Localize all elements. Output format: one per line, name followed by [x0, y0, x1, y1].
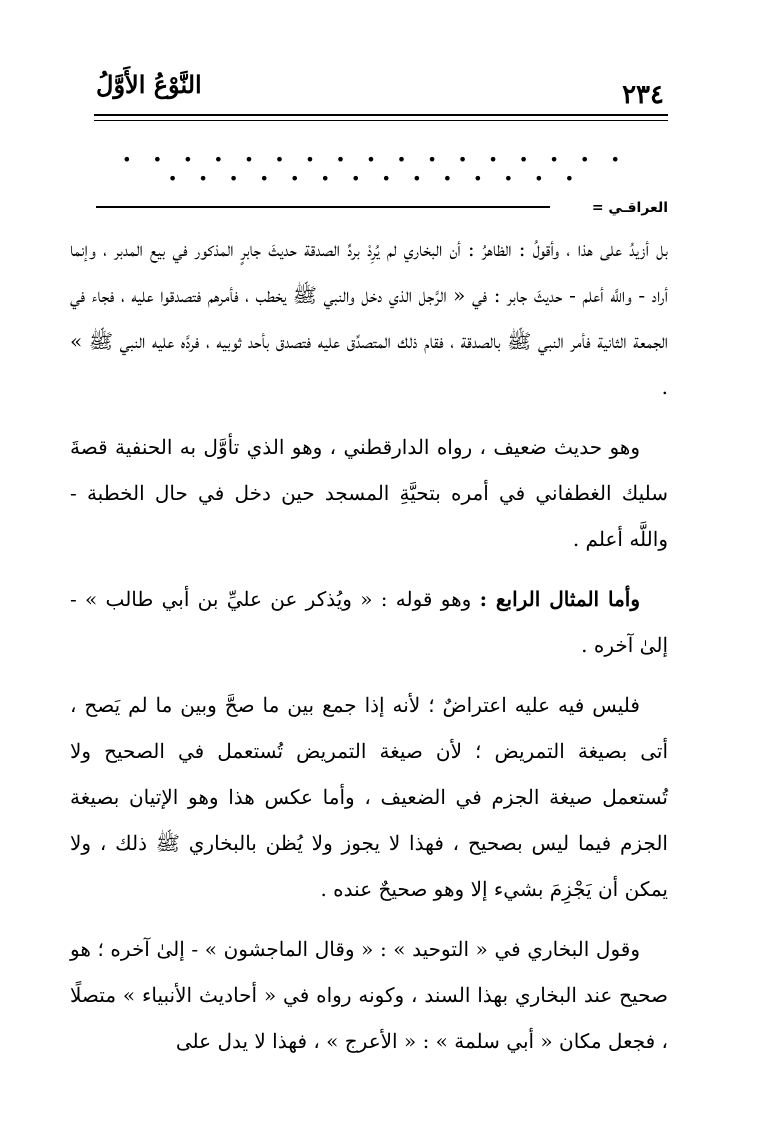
header-rule-thick: [94, 114, 668, 116]
paragraph-3-lead: وأما المثال الرابع :: [479, 587, 641, 611]
page-number: ٢٣٤: [622, 80, 664, 110]
paragraph-1: بل أزيدُ على هذا ، وأقولُ : الظاهرُ : أن البخاري لم يُرِدْ بردِّ الصدقة حديثَ جابرٍ المذكور في بيع المدبر ، وإنما أراد - واللَّه أعلم - حديثَ جابر : في « الرَّجل الذي دخل والنبي ﷺ يخطب ، فأمرهم فتصدقوا عليه ، فجاء في الجمعة الثانية فأمر النبي ﷺ بالصدقة ، فقام ذلك المتصدِّق عليه فتصدق بأحد ثوبيه ، فردَّه عليه النبي ﷺ » .: [70, 237, 669, 399]
running-title: النَّوْعُ الأَوَّلُ: [96, 70, 202, 99]
body-text: [70, 226, 668, 1078]
dotted-separator: • • • • • • • • • • • • • • • • • • • • • • • • • • • • • • •: [122, 150, 628, 188]
section-rule: [96, 206, 550, 208]
header-rule-thin: [94, 120, 668, 121]
paragraph-4: فليس فيه عليه اعتراضٌ ؛ لأنه إذا جمع بين ما صحَّ وبين ما لم يَصح ، أتى بصيغة التمريض ؛ لأن صيغة التمريض تُستعمل في الصحيح ولا تُستعمل صيغة الجزم في الضعيف ، وأما عكس هذا وهو الإتيان بصيغة الجزم فيما ليس بصحيح ، فهذا لا يجوز ولا يُظن بالبخاري ﷺ ذلك ، ولا يمكن أن يَجْزِمَ بشيء إلا وهو صحيحٌ عنده .: [70, 693, 668, 901]
paragraph-3: [70, 576, 668, 668]
section-header: [96, 200, 668, 224]
section-label: العراقـي =: [591, 200, 668, 216]
paragraph-2: وهو حديث ضعيف ، رواه الدارقطني ، وهو الذي تأوَّل به الحنفية قصةَ سليك الغطفاني في أمره بتحيَّةِ المسجد حين دخل في حال الخطبة - واللَّه أعلم .: [70, 435, 668, 551]
paragraph-5: وقول البخاري في « التوحيد » : « وقال الماجشون » - إلىٰ آخره ؛ هو صحيح عند البخاري بهذا السند ، وكونه رواه في « أحاديث الأنبياء » متصلًا ، فجعل مكان « أبي سلمة » : « الأعرج » ، فهذا لا يدل على: [70, 937, 668, 1053]
paragraph-3-text: وهو قوله : « ويُذكر عن عليِّ بن أبي طالب » - إلىٰ آخره .: [70, 587, 668, 657]
